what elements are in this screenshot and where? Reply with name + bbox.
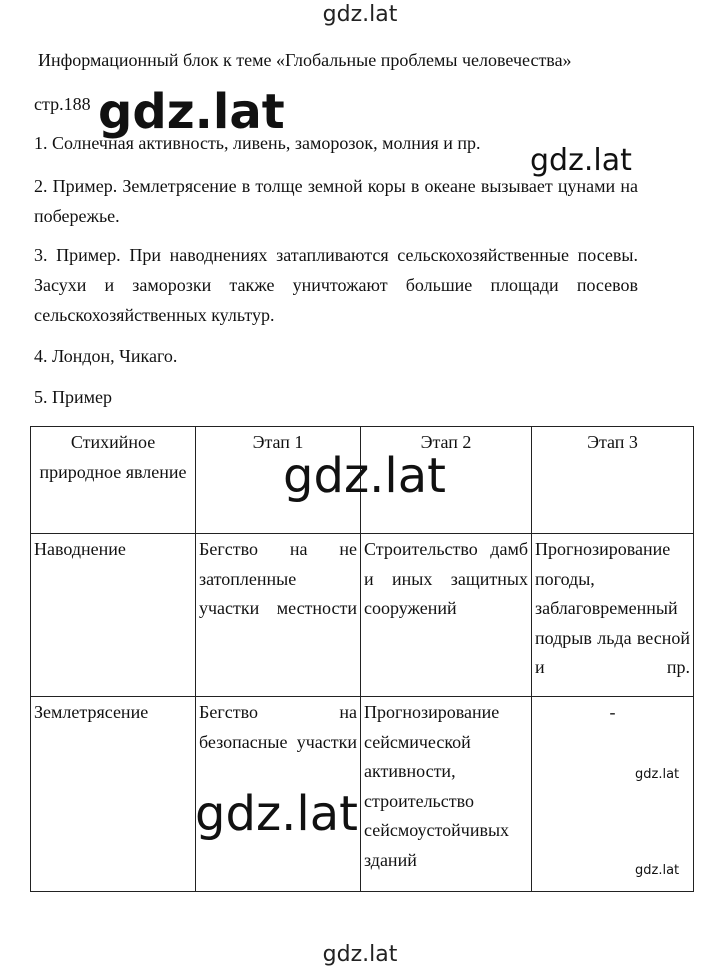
cell-text: Строительство дамб и иных защитных сооружений — [364, 539, 528, 618]
cell-text: Бегство на безопасные участки — [199, 702, 357, 752]
answer-item-5: 5. Пример — [34, 387, 113, 407]
watermark-large: gdz.lat — [98, 84, 285, 140]
answer-item-3: 3. Пример. При наводнениях затапливаются сельскохозяйственные посевы. Засухи и заморозки также уничтожают большие площади посевов сельскохозяйственных культур. — [34, 245, 638, 325]
cell-text: Прогнозирование погоды, заблаговременный подрыв льда весной и пр. — [535, 539, 690, 677]
cell-stage-3: - — [532, 697, 694, 892]
watermark-large: gdz.lat — [195, 786, 358, 842]
watermark-table: gdz.lat — [283, 448, 446, 504]
watermark-bottom: gdz.lat — [322, 942, 398, 967]
cell-text: Прогнозирование сейсмической активности, строительство сейсмоустойчивых зданий — [364, 702, 510, 870]
cell-text: Бегство на не затопленные участки местности — [199, 539, 357, 618]
cell-phenomenon: Наводнение — [31, 534, 196, 697]
watermark-top: gdz.lat — [322, 2, 398, 27]
page-heading: Информационный блок к теме «Глобальные проблемы человечества» — [38, 50, 572, 70]
watermark-small: gdz.lat — [635, 767, 680, 782]
cell-stage-2 — [361, 697, 532, 892]
page-reference: стр.188 — [34, 94, 91, 114]
watermark-small: gdz.lat — [635, 863, 680, 878]
answer-item-4: 4. Лондон, Чикаго. — [34, 346, 178, 366]
cell-stage-1 — [196, 534, 361, 697]
cell-stage-3 — [532, 534, 694, 697]
header-stage-1: Этап 1 — [196, 427, 361, 534]
header-phenomenon: Стихийное природное явление — [31, 427, 196, 534]
header-stage-2: Этап 2 — [361, 427, 532, 534]
cell-phenomenon: Землетрясение — [31, 697, 196, 892]
cell-stage-2 — [361, 534, 532, 697]
answer-item-1: 1. Солнечная активность, ливень, заморозок, молния и пр. — [34, 133, 481, 153]
table-row — [31, 534, 694, 697]
answer-item-2: 2. Пример. Землетрясение в толще земной коры в океане вызывает цунами на побережье. — [34, 176, 638, 226]
watermark-medium: gdz.lat — [530, 143, 632, 178]
table-row — [31, 697, 694, 892]
header-stage-3: Этап 3 — [532, 427, 694, 534]
